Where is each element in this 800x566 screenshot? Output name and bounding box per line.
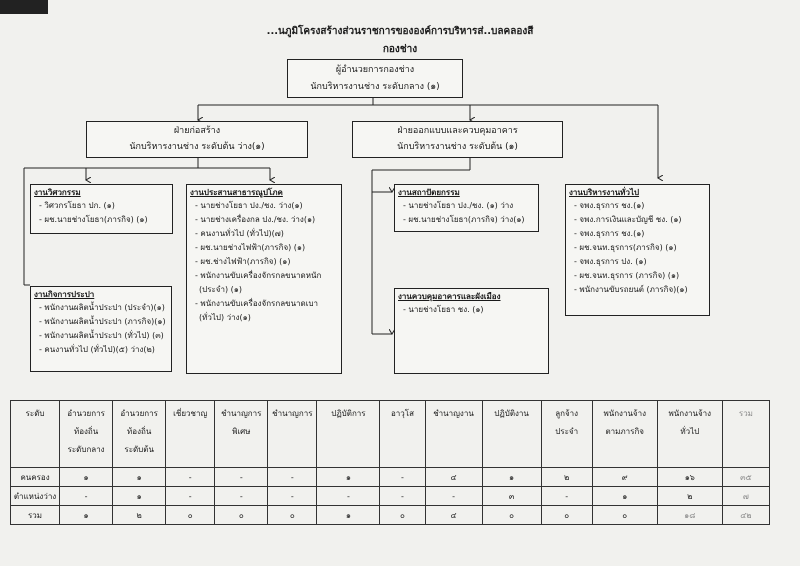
staff-count-table	[10, 400, 770, 525]
branch-construction-box	[86, 121, 308, 158]
branch-design-box	[352, 121, 563, 158]
unit-utilities	[186, 184, 342, 374]
table-cell: -	[215, 487, 268, 506]
header-cell: รวม	[722, 401, 769, 468]
unit-utilities-item: - นายช่างเครื่องกล ปง./ชง. ว่าง(๑)	[195, 215, 316, 224]
table-cell: ๐	[592, 506, 657, 525]
unit-waterworks-title: งานกิจการประปา	[34, 290, 95, 299]
unit-general-admin-item: - จพง.การเงินและบัญชี ชง. (๑)	[574, 215, 682, 224]
branch-design-level: นักบริหารงานช่าง ระดับต้น (๑)	[397, 142, 518, 152]
table-cell: -	[380, 487, 425, 506]
table-cell: ๐	[166, 506, 215, 525]
branch-construction-level: นักบริหารงานช่าง ระดับต้น ว่าง(๑)	[129, 142, 265, 152]
unit-architecture-item: - ผช.นายช่างโยธา(ภารกิจ) ว่าง(๑)	[403, 215, 525, 224]
table-cell: -	[166, 468, 215, 487]
unit-general-admin-item: - จพง.ธุรการ ชง.(๑)	[574, 201, 645, 210]
table-cell: ๑	[317, 468, 380, 487]
org-head-level: นักบริหารงานช่าง ระดับกลาง (๑)	[310, 82, 440, 92]
table-cell: -	[268, 487, 317, 506]
unit-general-admin-item: - ผช.จนท.ธุรการ (ภารกิจ) (๑)	[574, 271, 680, 280]
table-cell: ๐	[541, 506, 592, 525]
header-cell: พนักงานจ้าง ตามภารกิจ	[592, 401, 657, 468]
unit-architecture-title: งานสถาปัตยกรรม	[398, 188, 460, 197]
unit-general-admin-item: - ผช.จนท.ธุรการ(ภารกิจ) (๑)	[574, 243, 677, 252]
unit-utilities-item: - พนักงานขับเครื่องจักรกลขนาดหนัก	[195, 271, 322, 280]
unit-waterworks	[30, 286, 172, 372]
header-cell: อำนวยการ ท้องถิ่น ระดับกลาง	[60, 401, 113, 468]
table-cell: -	[166, 487, 215, 506]
table-cell: ๙	[592, 468, 657, 487]
division-title: กองช่าง	[382, 44, 418, 55]
table-cell: -	[317, 487, 380, 506]
header-cell: ชำนาญการ พิเศษ	[215, 401, 268, 468]
branch-construction-title: ฝ่ายก่อสร้าง	[173, 126, 221, 136]
table-cell: -	[541, 487, 592, 506]
header-cell: ปฏิบัติการ	[317, 401, 380, 468]
table-cell: ๒	[541, 468, 592, 487]
unit-engineering	[30, 184, 173, 234]
table-cell: ๐	[268, 506, 317, 525]
unit-waterworks-item: - พนักงานผลิตน้ำประปา (ภารกิจ)(๑)	[39, 317, 166, 326]
table-cell: ๑๘	[657, 506, 722, 525]
table-cell: -	[425, 487, 482, 506]
table-cell: -	[268, 468, 317, 487]
unit-utilities-title: งานประสานสาธารณูปโภค	[190, 188, 283, 197]
table-cell: รวม	[11, 506, 60, 525]
table-cell: ๑๖	[657, 468, 722, 487]
table-cell: -	[60, 487, 113, 506]
unit-building-control-item: - นายช่างโยธา ชง. (๑)	[403, 305, 484, 314]
table-cell: ๑	[113, 487, 166, 506]
table-cell: ๔	[425, 506, 482, 525]
unit-building-control-title: งานควบคุมอาคารและผังเมือง	[398, 292, 501, 301]
table-cell: ๐	[215, 506, 268, 525]
table-cell: ๔๒	[722, 506, 769, 525]
header-cell: ระดับ	[11, 401, 60, 468]
unit-general-admin-item: - จพง.ธุรการ ชง.(๑)	[574, 229, 645, 238]
unit-waterworks-item: - พนักงานผลิตน้ำประปา (ทั่วไป) (๓)	[39, 331, 164, 340]
header-cell: ปฏิบัติงาน	[482, 401, 541, 468]
unit-building-control	[394, 288, 549, 374]
unit-general-admin-title: งานบริหารงานทั่วไป	[569, 188, 640, 197]
table-cell: ๔	[425, 468, 482, 487]
unit-architecture	[394, 184, 539, 232]
table-cell: ๑	[317, 506, 380, 525]
unit-engineering-title: งานวิศวกรรม	[34, 188, 81, 197]
header-cell: ลูกจ้าง ประจำ	[541, 401, 592, 468]
scan-corner-mark	[0, 0, 48, 14]
table-cell: ๗	[722, 487, 769, 506]
unit-general-admin-item: - จพง.ธุรการ ปง. (๑)	[574, 257, 647, 266]
unit-utilities-item: - ผช.นายช่างไฟฟ้า(ภารกิจ) (๑)	[195, 243, 306, 252]
table-cell: ๒	[113, 506, 166, 525]
unit-waterworks-item: - คนงานทั่วไป (ทั่วไป)(๕) ว่าง(๒)	[39, 345, 155, 354]
table-row	[11, 468, 770, 487]
unit-utilities-item: - คนงานทั่วไป (ทั่วไป)(๗)	[195, 229, 284, 238]
table-header-row	[11, 401, 770, 468]
table-cell: -	[380, 468, 425, 487]
unit-utilities-item: (ประจำ) (๑)	[199, 285, 242, 294]
table-cell: ๓	[482, 487, 541, 506]
header-cell: พนักงานจ้าง ทั่วไป	[657, 401, 722, 468]
header-cell: ชำนาญงาน	[425, 401, 482, 468]
table-cell: ตำแหน่งว่าง	[11, 487, 60, 506]
org-head-title: ผู้อำนวยการกองช่าง	[335, 65, 415, 75]
unit-utilities-item: (ทั่วไป) ว่าง(๑)	[199, 313, 251, 322]
unit-engineering-item: - วิศวกรโยธา ปก. (๑)	[39, 201, 115, 210]
unit-engineering-item: - ผช.นายช่างโยธา(ภารกิจ) (๑)	[39, 215, 148, 224]
org-head-box	[287, 59, 463, 98]
header-cell: เชี่ยวชาญ	[166, 401, 215, 468]
branch-design-title: ฝ่ายออกแบบและควบคุมอาคาร	[397, 126, 518, 136]
table-cell: คนครอง	[11, 468, 60, 487]
table-cell: ๑	[60, 468, 113, 487]
table-row	[11, 506, 770, 525]
table-cell: ๓๕	[722, 468, 769, 487]
table-row	[11, 487, 770, 506]
document-title: ...นภูมิโครงสร้างส่วนราชการขององค์การบริหารส่..บลคลองสี	[266, 26, 534, 37]
header-cell: ชำนาญการ	[268, 401, 317, 468]
table-cell: ๑	[60, 506, 113, 525]
table-cell: ๐	[380, 506, 425, 525]
unit-waterworks-item: - พนักงานผลิตน้ำประปา (ประจำ)(๑)	[39, 303, 165, 312]
unit-general-admin-item: - พนักงานขับรถยนต์ (ภารกิจ)(๑)	[574, 285, 688, 294]
header-cell: อำนวยการ ท้องถิ่น ระดับต้น	[113, 401, 166, 468]
table-cell: ๑	[592, 487, 657, 506]
unit-utilities-item: - พนักงานขับเครื่องจักรกลขนาดเบา	[195, 299, 319, 308]
unit-utilities-item: - ผช.ช่างไฟฟ้า(ภารกิจ) (๑)	[195, 257, 291, 266]
table-cell: -	[215, 468, 268, 487]
table-cell: ๑	[482, 468, 541, 487]
table-cell: ๑	[113, 468, 166, 487]
unit-general-admin	[565, 184, 710, 316]
header-cell: อาวุโส	[380, 401, 425, 468]
unit-utilities-item: - นายช่างโยธา ปง./ชง. ว่าง(๑)	[195, 201, 303, 210]
table-cell: ๐	[482, 506, 541, 525]
table-cell: ๒	[657, 487, 722, 506]
unit-architecture-item: - นายช่างโยธา ปง./ชง. (๑) ว่าง	[403, 201, 514, 210]
